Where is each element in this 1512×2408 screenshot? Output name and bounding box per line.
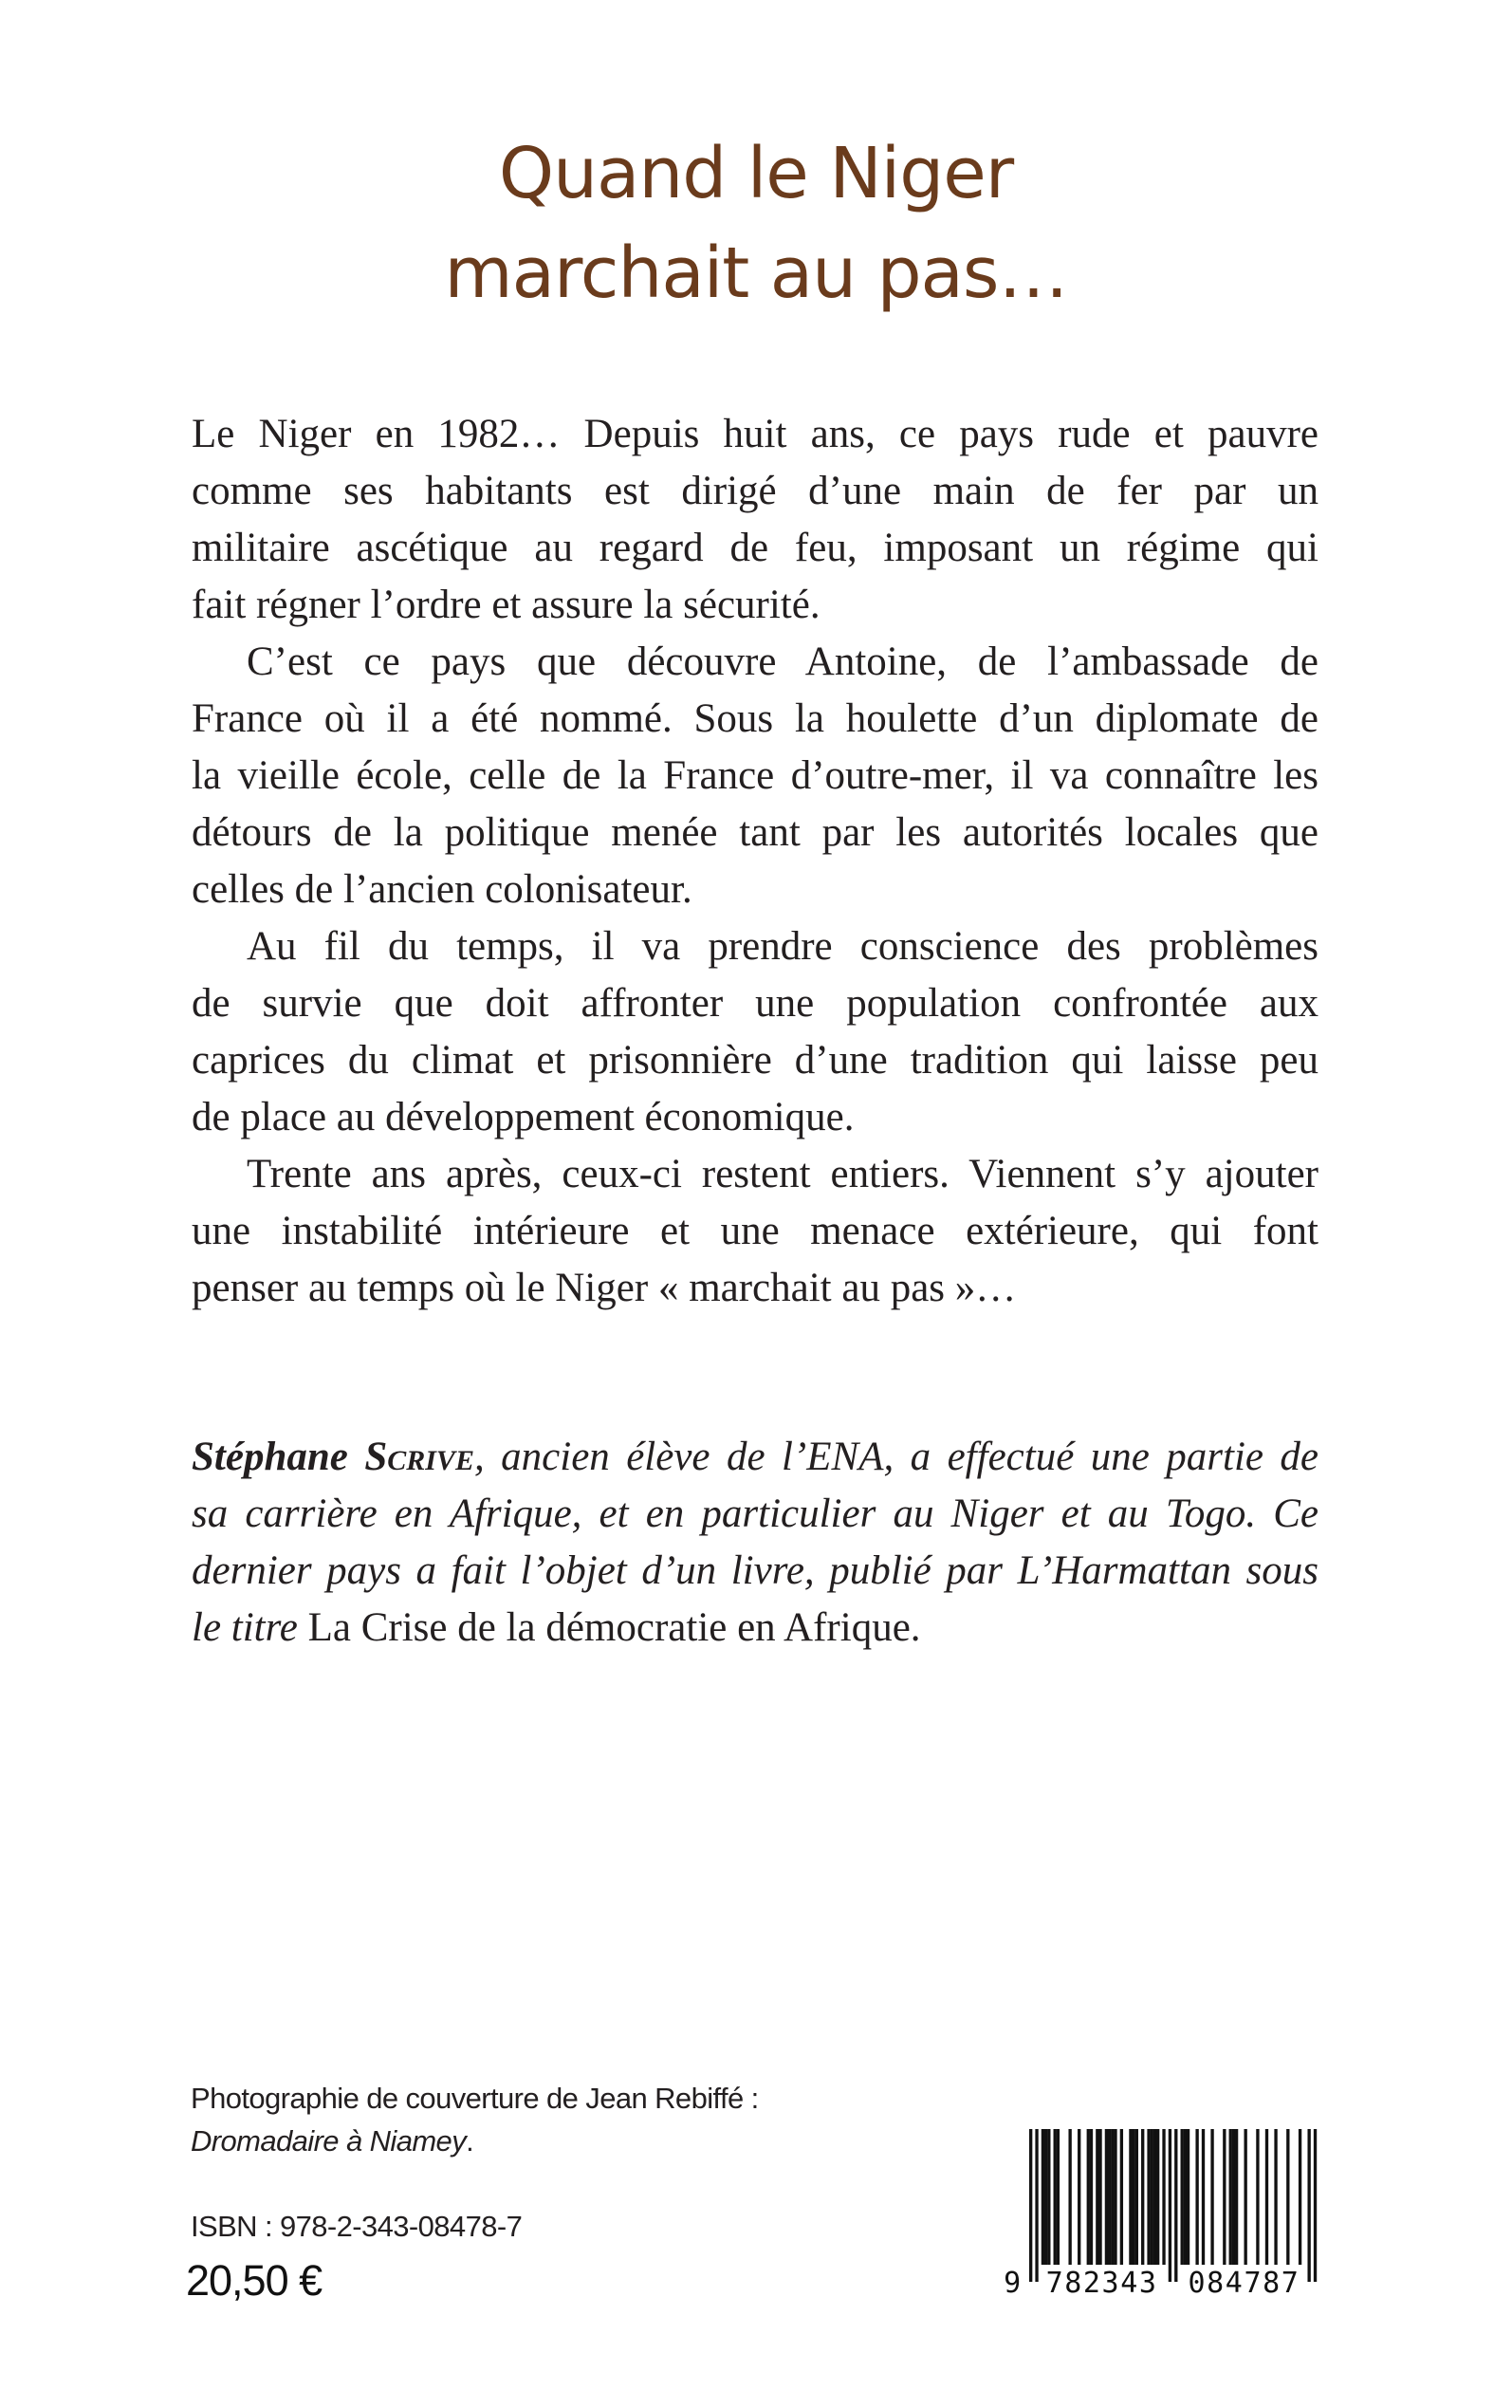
photo-title: Dromadaire à Niamey (191, 2124, 467, 2158)
blurb-line: penser au temps où le Niger « marchait au pas »… (192, 1266, 1017, 1310)
blurb-line: de survie que doit affronter une population confrontée aux (192, 981, 1318, 1026)
author-first-name: Stéphane (192, 1435, 348, 1479)
isbn-label: ISBN : 978-2-343-08478-7 (191, 2210, 523, 2243)
blurb-line: C’est ce pays que découvre Antoine, de l’ambassade de (247, 639, 1318, 684)
blurb-line: fait régner l’ordre et assure la sécurité. (192, 583, 821, 627)
blurb-line: Au fil du temps, il va prendre conscience des problèmes (247, 924, 1318, 969)
photo-credit: Photographie de couverture de Jean Rebiffé : (191, 2082, 759, 2115)
author-last-name: Scrive (364, 1435, 474, 1479)
author-bio-text: , ancien élève de l’ENA, a effectué une partie de (473, 1435, 1318, 1479)
blurb-line: détours de la politique menée tant par les autorités locales que (192, 810, 1318, 855)
author-bio-line: sa carrière en Afrique, et en particulier au Niger et au Togo. Ce (192, 1491, 1318, 1536)
blurb-line: France où il a été nommé. Sous la houlette d’un diplomate de (192, 696, 1318, 741)
author-bio-line: dernier pays a fait l’objet d’un livre, publié par L’Harmattan sous (192, 1548, 1318, 1593)
blurb-line: caprices du climat et prisonnière d’une tradition qui laisse peu (192, 1038, 1318, 1083)
photo-caption (191, 2126, 473, 2156)
barcode-icon (1004, 2123, 1326, 2300)
blurb-line: Trente ans après, ceux-ci restent entiers. Viennent s’y ajouter (247, 1152, 1318, 1196)
blurb-line: militaire ascétique au regard de feu, imposant un régime qui (192, 526, 1318, 570)
blurb-line: une instabilité intérieure et une menace extérieure, qui font (192, 1209, 1318, 1253)
svg-text:084787: 084787 (1188, 2267, 1300, 2300)
book-title-line-2: marchait au pas… (444, 232, 1068, 314)
blurb-line: de place au développement économique. (192, 1095, 855, 1139)
blurb-line: celles de l’ancien colonisateur. (192, 867, 692, 912)
price-label: 20,50 € (186, 2256, 323, 2305)
isbn-barcode (1004, 2123, 1326, 2300)
blurb-line: comme ses habitants est dirigé d’une main de fer par un (192, 469, 1318, 513)
photo-title-suffix: . (466, 2124, 474, 2158)
svg-text:9: 9 (1004, 2267, 1023, 2300)
author-bio-line (192, 1607, 1318, 1653)
author-bio-text: le titre (192, 1605, 298, 1650)
blurb-line: Le Niger en 1982… Depuis huit ans, ce pays rude et pauvre (192, 412, 1318, 456)
blurb-line: la vieille école, celle de la France d’outre-mer, il va connaître les (192, 753, 1318, 798)
svg-text:782343: 782343 (1045, 2267, 1158, 2300)
book-title-line-1: Quand le Niger (498, 133, 1014, 214)
author-bio-line (192, 1436, 1318, 1482)
previous-book-title: La Crise de la démocratie en Afrique. (297, 1605, 921, 1650)
